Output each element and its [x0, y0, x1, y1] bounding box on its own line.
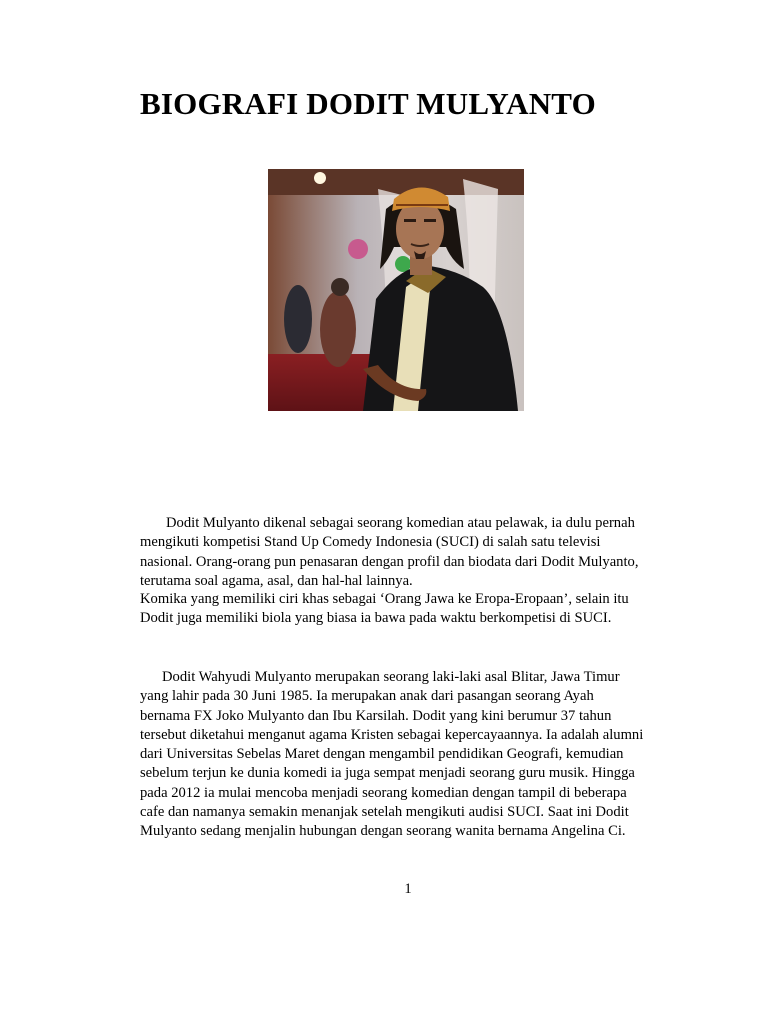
page-number: 1 — [404, 881, 412, 897]
paragraph-line: terutama soal agama, asal, dan hal-hal lainnya. — [140, 572, 413, 589]
paragraph-line: mengikuti kompetisi Stand Up Comedy Indonesia (SUCI) di salah satu televisi — [140, 534, 601, 551]
paragraph-line: Dodit Wahyudi Mulyanto merupakan seorang laki-laki asal Blitar, Jawa Timur — [162, 669, 620, 685]
paragraph-intro — [140, 514, 676, 591]
paragraph-line: Dodit Mulyanto dikenal sebagai seorang komedian atau pelawak, ia dulu pernah — [166, 515, 635, 531]
paragraph-komika — [140, 590, 676, 629]
paragraph-line: pada 2012 ia mulai mencoba menjadi seorang komedian dengan tampil di beberapa — [140, 784, 627, 801]
paragraph-line: Mulyanto sedang menjalin hubungan dengan seorang wanita bernama Angelina Ci. — [140, 823, 626, 840]
document-title: BIOGRAFI DODIT MULYANTO — [140, 86, 596, 121]
paragraph-line: Komika yang memiliki ciri khas sebagai ‘Orang Jawa ke Eropa-Eropaan’, selain itu — [140, 591, 629, 607]
paragraph-line: nasional. Orang-orang pun penasaran dengan profil dan biodata dari Dodit Mulyanto, — [140, 553, 639, 570]
paragraph-line: yang lahir pada 30 Juni 1985. Ia merupakan anak dari pasangan seorang Ayah — [140, 688, 594, 705]
paragraph-line: tersebut diketahui menganut agama Kristen sebagai kepercayaannya. Ia adalah alumni — [140, 726, 644, 743]
paragraph-line: bernama FX Joko Mulyanto dan Ibu Karsilah. Dodit yang kini berumur 37 tahun — [140, 707, 612, 724]
paragraph-biography — [140, 668, 676, 842]
paragraph-line: dari Universitas Sebelas Maret dengan mengambil pendidikan Geografi, kemudian — [140, 746, 624, 763]
portrait-photo-illustration — [268, 169, 524, 411]
paragraph-line: Dodit juga memiliki biola yang biasa ia bawa pada waktu berkompetisi di SUCI. — [140, 610, 612, 627]
portrait-photo — [268, 169, 524, 411]
paragraph-line: sebelum terjun ke dunia komedi ia juga sempat menjadi seorang guru musik. Hingga — [140, 765, 635, 782]
paragraph-line: cafe dan namanya semakin menanjak setelah mengikuti audisi SUCI. Saat ini Dodit — [140, 804, 629, 821]
